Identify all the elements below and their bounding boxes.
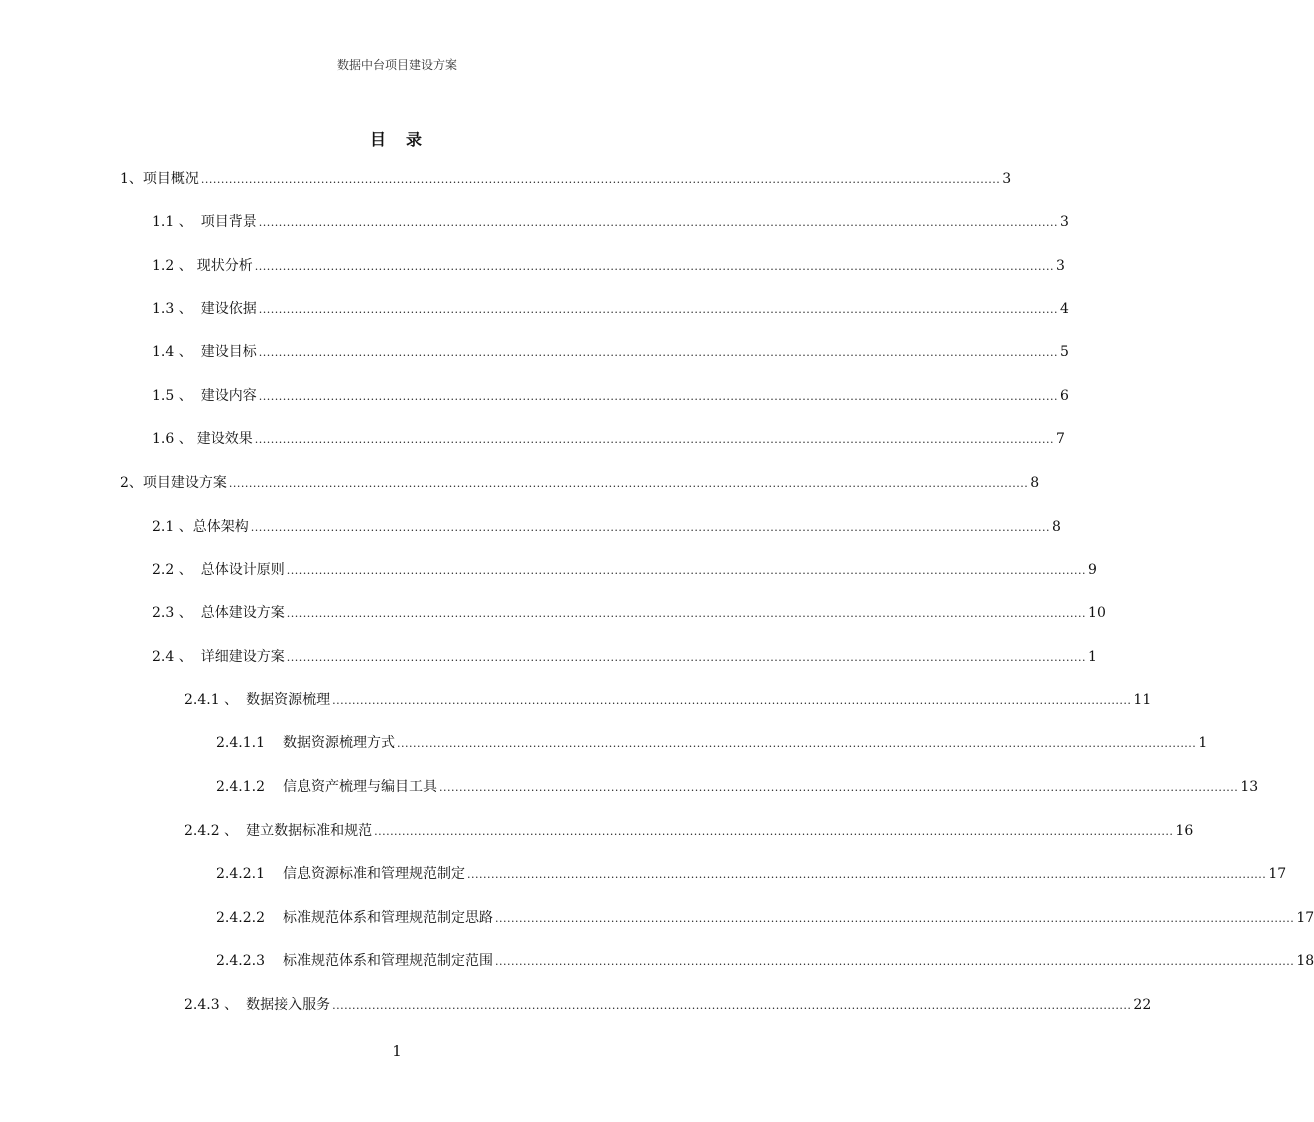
toc-entry-page: 17 (1268, 866, 1287, 882)
toc-entry-label: 建设目标 (200, 344, 257, 360)
toc-entry-number: 2.1 、 (152, 519, 193, 535)
toc-entry-number: 2.4.1.1 (216, 735, 265, 751)
toc-entry-label: 总体设计原则 (200, 562, 285, 578)
toc-entry-page: 6 (1060, 388, 1069, 404)
toc-entry-number: 1.3 、 (152, 301, 193, 317)
toc-entry-page: 9 (1088, 562, 1097, 578)
toc-entry-number: 2.4.2.1 (216, 866, 265, 882)
toc-entry-page: 8 (1030, 475, 1040, 491)
toc-leader: ........................................................................................................................................................................................................ (332, 999, 1132, 1012)
toc-entry-number: 1.6 、 (152, 431, 193, 447)
toc-entry-2[interactable] (120, 474, 1040, 492)
toc-entry-2-2[interactable] (152, 561, 1097, 579)
toc-leader: ........................................................................................................................................................................................................ (200, 173, 1001, 186)
toc-entry-label: 建设依据 (200, 301, 257, 317)
toc-entry-2-4-2-3[interactable] (216, 952, 1314, 970)
toc-entry-1[interactable] (120, 170, 1012, 188)
toc-entry-number: 2.4.2.3 (216, 953, 265, 969)
toc-entry-label: 详细建设方案 (200, 649, 285, 665)
toc-entry-2-4-1-1[interactable] (216, 734, 1208, 752)
toc-leader: ........................................................................................................................................................................................................ (258, 216, 1059, 229)
toc-entry-number: 2.4.2 、 (184, 823, 239, 839)
toc-entry-page: 5 (1060, 344, 1069, 360)
toc-entry-page: 11 (1133, 692, 1152, 708)
toc-entry-page: 16 (1175, 823, 1194, 839)
toc-leader: ........................................................................................................................................................................................................ (396, 737, 1197, 750)
toc-entry-1-2[interactable] (152, 257, 1065, 275)
page-number: 1 (392, 1042, 402, 1060)
toc-entry-label: 信息资产梳理与编目工具 (282, 779, 437, 795)
toc-leader: ........................................................................................................................................................................................................ (466, 868, 1267, 881)
toc-entry-2-3[interactable] (152, 604, 1106, 622)
toc-entry-1-5[interactable] (152, 387, 1069, 405)
toc-entry-number: 2.4.3 、 (184, 997, 239, 1013)
toc-entry-1-4[interactable] (152, 343, 1069, 361)
toc-entry-page: 8 (1052, 519, 1061, 535)
toc-entry-label: 现状分析 (196, 258, 253, 274)
toc-entry-label: 数据接入服务 (246, 997, 331, 1013)
toc-entry-2-4-1[interactable] (184, 691, 1152, 709)
toc-leader: ........................................................................................................................................................................................................ (374, 825, 1174, 838)
toc-leader: ........................................................................................................................................................................................................ (286, 651, 1087, 664)
toc-entry-label: 总体架构 (192, 519, 249, 535)
toc-leader: ........................................................................................................................................................................................................ (494, 955, 1295, 968)
toc-entry-number: 2.4.1 、 (184, 692, 239, 708)
toc-entry-2-4-2[interactable] (184, 822, 1194, 840)
toc-entry-page: 1 (1088, 649, 1097, 665)
toc-entry-page: 17 (1296, 910, 1314, 926)
toc-entry-label: 建设效果 (196, 431, 253, 447)
toc-entry-label: 项目建设方案 (142, 475, 227, 491)
toc-entry-number: 2.4.1.2 (216, 779, 265, 795)
page-header: 数据中台项目建设方案 (336, 58, 457, 72)
toc-entry-2-4-2-2[interactable] (216, 909, 1314, 927)
toc-leader: ........................................................................................................................................................................................................ (258, 303, 1059, 316)
toc-entry-number: 1.4 、 (152, 344, 193, 360)
toc-entry-label: 建设内容 (200, 388, 257, 404)
toc-leader: ........................................................................................................................................................................................................ (250, 521, 1051, 534)
toc-title: 目 录 (369, 130, 424, 149)
toc-entry-page: 3 (1056, 258, 1065, 274)
toc-entry-1-1[interactable] (152, 213, 1069, 231)
toc-entry-number: 2、 (120, 475, 143, 491)
toc-entry-page: 1 (1198, 735, 1208, 751)
toc-leader: ........................................................................................................................................................................................................ (254, 433, 1055, 446)
toc-entry-page: 3 (1002, 171, 1012, 187)
toc-entry-number: 1.2 、 (152, 258, 193, 274)
toc-entry-number: 1.5 、 (152, 388, 193, 404)
toc-entry-page: 22 (1133, 997, 1152, 1013)
toc-entry-label: 标准规范体系和管理规范制定范围 (282, 953, 493, 969)
toc-entry-page: 3 (1060, 214, 1069, 230)
toc-entry-page: 18 (1296, 953, 1314, 969)
toc-leader: ........................................................................................................................................................................................................ (258, 346, 1059, 359)
toc-entry-label: 项目背景 (200, 214, 257, 230)
toc-entry-2-4-1-2[interactable] (216, 778, 1259, 796)
toc-entry-2-4-3[interactable] (184, 996, 1152, 1014)
toc-entry-label: 总体建设方案 (200, 605, 285, 621)
toc-entry-1-3[interactable] (152, 300, 1069, 318)
toc-entry-2-1[interactable] (152, 518, 1061, 536)
toc-entry-label: 数据资源梳理方式 (282, 735, 395, 751)
toc-entry-number: 2.2 、 (152, 562, 193, 578)
toc-entry-label: 项目概况 (142, 171, 199, 187)
toc-entry-1-6[interactable] (152, 430, 1065, 448)
toc-entry-label: 建立数据标准和规范 (246, 823, 373, 839)
toc-leader: ........................................................................................................................................................................................................ (286, 607, 1087, 620)
toc-entry-number: 1、 (120, 171, 143, 187)
toc-leader: ........................................................................................................................................................................................................ (332, 694, 1132, 707)
toc-leader: ........................................................................................................................................................................................................ (254, 260, 1055, 273)
toc-leader: ........................................................................................................................................................................................................ (228, 477, 1029, 490)
toc-entry-page: 7 (1056, 431, 1065, 447)
toc-entry-label: 信息资源标准和管理规范制定 (282, 866, 465, 882)
toc-leader: ........................................................................................................................................................................................................ (258, 390, 1059, 403)
toc-entry-page: 10 (1088, 605, 1106, 621)
toc-entry-page: 13 (1240, 779, 1259, 795)
toc-entry-number: 1.1 、 (152, 214, 193, 230)
toc-entry-page: 4 (1060, 301, 1069, 317)
toc-entry-2-4[interactable] (152, 648, 1097, 666)
toc-leader: ........................................................................................................................................................................................................ (286, 564, 1087, 577)
toc-entry-2-4-2-1[interactable] (216, 865, 1287, 883)
toc-entry-number: 2.4.2.2 (216, 910, 265, 926)
toc-entry-label: 标准规范体系和管理规范制定思路 (282, 910, 493, 926)
toc-entry-label: 数据资源梳理 (246, 692, 331, 708)
toc-leader: ........................................................................................................................................................................................................ (438, 781, 1239, 794)
toc-entry-number: 2.4 、 (152, 649, 193, 665)
toc-leader: ........................................................................................................................................................................................................ (494, 912, 1295, 925)
toc-entry-number: 2.3 、 (152, 605, 193, 621)
